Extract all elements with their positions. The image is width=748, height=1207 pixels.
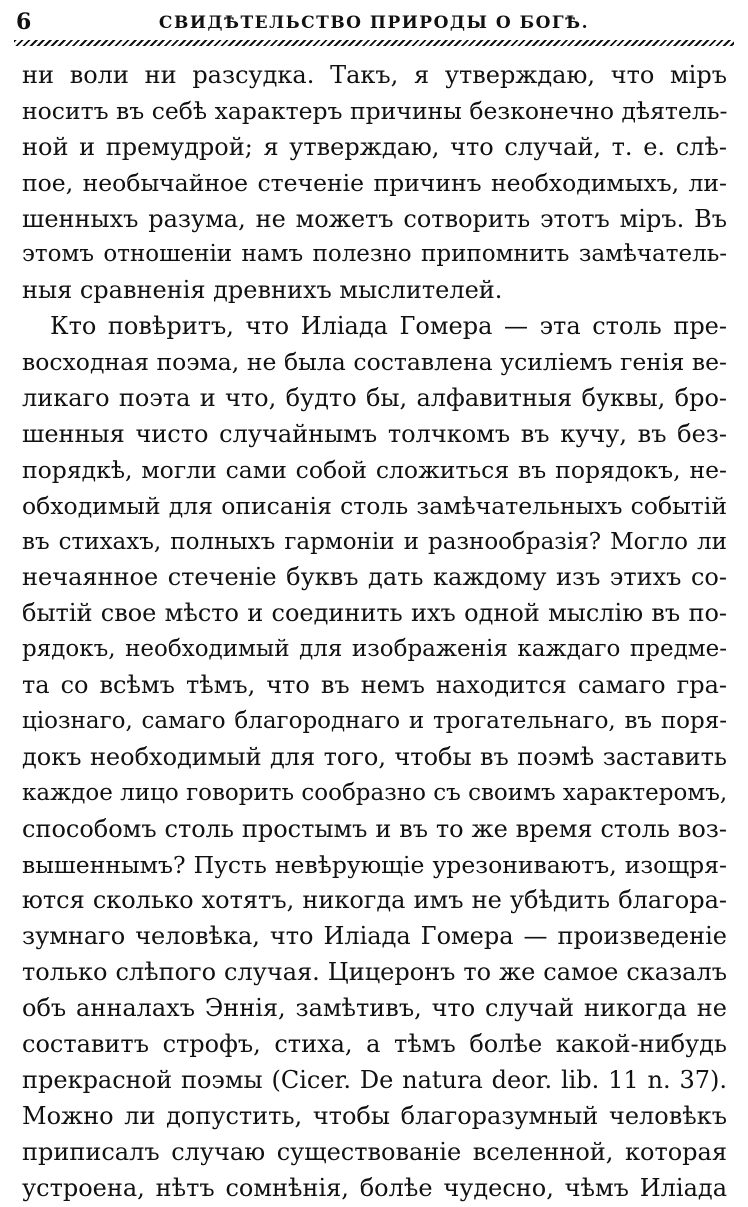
- paragraph-1: [22, 58, 727, 309]
- text-line: объ анналахъ Эннія, замѣтивъ, что случай никогда не: [22, 994, 727, 1023]
- text-line: восходная поэма, не была составлена усиліемъ генія ве-: [22, 348, 727, 377]
- page-number: 6: [16, 9, 32, 35]
- text-line: ной и премудрой; я утверждаю, что случай, т. е. слѣ-: [22, 132, 727, 161]
- text-line: докъ необходимый для того, чтобы въ поэмѣ заставить: [22, 742, 727, 771]
- text-line: ныя сравненія древнихъ мыслителей.: [22, 276, 503, 305]
- paragraph-2: [22, 309, 727, 1206]
- text-line: устроена, нѣтъ сомнѣнія, болѣе чудесно, чѣмъ Иліада: [22, 1173, 727, 1202]
- text-line: прекрасной поэмы (Cicer. De natura deor. lib. 11 n. 37).: [22, 1065, 727, 1094]
- text-line: порядкѣ, могли сами собой сложиться въ порядокъ, не-: [22, 455, 727, 484]
- text-line: въ стихахъ, полныхъ гармоніи и разнообразія? Могло ли: [22, 528, 727, 555]
- text-line: носитъ въ себѣ характеръ причины безконечно дѣятель-: [22, 96, 727, 125]
- text-line: нечаянное стеченіе буквъ дать каждому изъ этихъ со-: [22, 563, 727, 592]
- text-line: только слѣпого случая. Цицеронъ то же самое сказалъ: [22, 958, 727, 987]
- text-line: приписалъ случаю существованіе вселенной, которая: [22, 1137, 727, 1166]
- text-line: Можно ли допустить, чтобы благоразумный человѣкъ: [22, 1101, 727, 1130]
- text-line: обходимый для описанія столь замѣчательныхъ событій: [22, 491, 727, 520]
- body-text: [22, 58, 727, 1207]
- text-line: та со всѣмъ тѣмъ, что въ немъ находится самаго гра-: [22, 671, 727, 700]
- text-line: бытій свое мѣсто и соединить ихъ одной мыслію въ по-: [22, 599, 727, 628]
- header-rule: [14, 40, 734, 46]
- text-line: вышеннымъ? Пусть невѣрующіе урезониваютъ, изощря-: [22, 850, 727, 879]
- text-line: ни воли ни разсудка. Такъ, я утверждаю, что міръ: [22, 61, 727, 89]
- text-line: шенныхъ разума, не можетъ сотворить этотъ міръ. Въ: [22, 204, 727, 233]
- text-line: способомъ столь простымъ и въ то же время столь воз-: [22, 814, 727, 843]
- text-line: составитъ строфъ, стиха, а тѣмъ болѣе какой-нибудь: [22, 1030, 727, 1059]
- running-title: СВИДѢТЕЛЬСТВО ПРИРОДЫ О БОГѢ.: [158, 13, 590, 33]
- text-line: каждое лицо говорить сообразно съ своимъ характеромъ,: [22, 779, 727, 806]
- text-line: шенныя чисто случайнымъ толчкомъ въ кучу, въ без-: [22, 419, 727, 448]
- text-line: ціознаго, самаго благороднаго и трогательнаго, въ поря-: [22, 708, 727, 735]
- text-line: ются сколько хотятъ, никогда имъ не убѣдить благора-: [22, 886, 727, 915]
- page-header: [14, 8, 734, 36]
- text-line: пое, необычайное стеченіе причинъ необходимыхъ, ли-: [22, 168, 727, 197]
- text-line: рядокъ, необходимый для изображенія каждаго предме-: [22, 636, 727, 663]
- text-line: ликаго поэта и что, будто бы, алфавитныя буквы, бро-: [22, 384, 727, 413]
- text-line: этомъ отношеніи намъ полезно припомнить замѣчатель-: [22, 241, 727, 268]
- text-line: зумнаго человѣка, что Иліада Гомера — произведеніе: [22, 922, 727, 951]
- text-line: Кто повѣритъ, что Иліада Гомера — эта столь пре-: [50, 312, 727, 341]
